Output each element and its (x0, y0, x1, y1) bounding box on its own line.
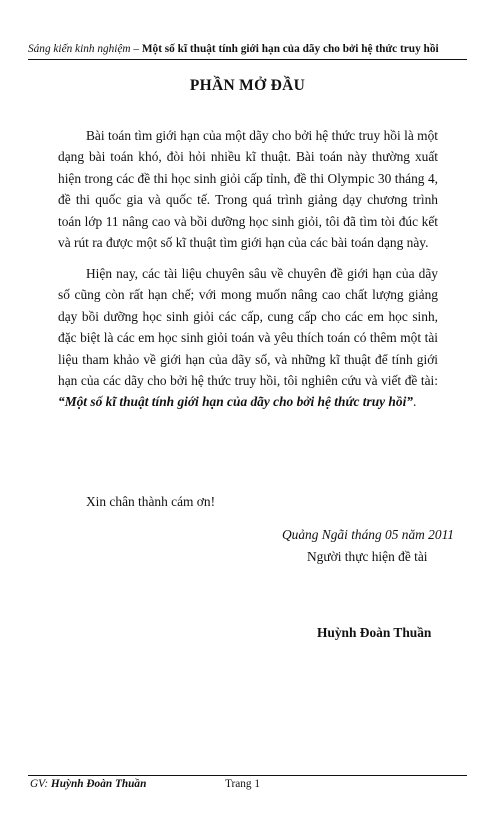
intro-paragraph-1: Bài toán tìm giới hạn của một dãy cho bởi hệ thức truy hồi là một dạng bài toán khó, đòi hỏi nhiều kĩ thuật. Bài toán này thường xuất hiện trong các đề thi học sinh giỏi cấp tỉnh, đề thi Olympic 30 tháng 4, đề thi quốc gia và quốc tế. Trong quá trình giảng dạy chương trình toán lớp 11 nâng cao và bồi dưỡng học sinh giỏi, tôi đã tìm tòi đúc kết và rút ra được một số kĩ thuật tìm giới hạn của các bài toán dạng này. (58, 128, 438, 251)
header-lead: Sáng kiến kinh nghiệm – (28, 43, 142, 55)
author-role: Người thực hiện đề tài (307, 549, 428, 564)
paragraph-2-end: . (413, 394, 417, 410)
running-header (28, 42, 467, 56)
author-name: Huỳnh Đoàn Thuần (317, 625, 432, 640)
footer-gv-label: GV: (30, 778, 51, 790)
footer-teacher (30, 778, 146, 790)
footer-gv-name: Huỳnh Đoàn Thuần (50, 778, 147, 790)
paragraph-2-quoted-title: “Một số kĩ thuật tính giới hạn của dãy cho bởi hệ thức truy hồi” (58, 394, 413, 410)
paragraph-2-text: Hiện nay, các tài liệu chuyên sâu về chuyên đề giới hạn của dãy số cũng còn rất hạn chế; với mong muốn nâng cao chất lượng giảng dạy bồi dưỡng học sinh giỏi các cấp, cung cấp cho các em học sinh, đặc biệt là các em học sinh giỏi toán và yêu thích toán có thêm một tài liệu tham khảo về giới hạn của dãy số, và những kĩ thuật để tính giới hạn của các dãy cho bởi hệ thức truy hồi, tôi nghiên cứu và viết đề tài: (58, 266, 438, 389)
section-title: PHẦN MỞ ĐẦU (189, 77, 306, 94)
thanks-line: Xin chân thành cám ơn! (86, 494, 216, 509)
footer-page-number: Trang 1 (225, 778, 261, 790)
header-topic: Một số kĩ thuật tính giới hạn của dãy cho bởi hệ thức truy hồi (141, 43, 439, 55)
place-date: Quảng Ngãi tháng 05 năm 2011 (282, 527, 454, 542)
footer-divider (28, 775, 467, 776)
intro-paragraph-2 (58, 263, 438, 413)
header-divider (28, 59, 467, 60)
